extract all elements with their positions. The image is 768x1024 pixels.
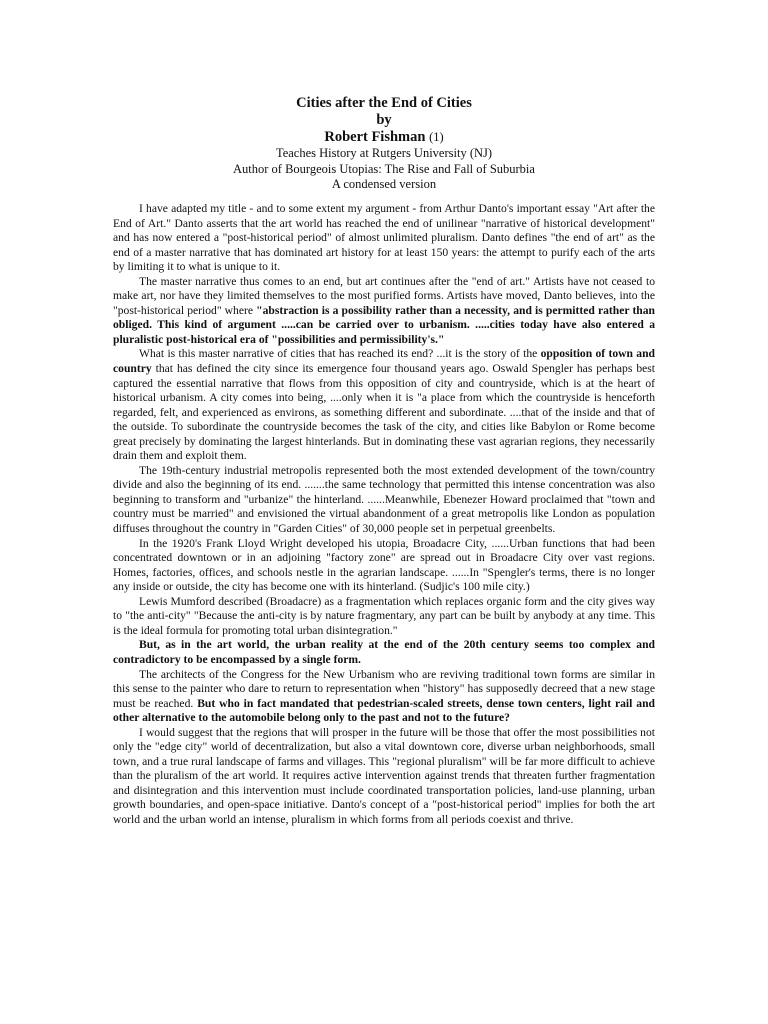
document-body: [113, 202, 655, 828]
document-header: [0, 95, 768, 193]
body-paragraph: [113, 347, 655, 463]
by-line: by: [376, 112, 392, 128]
version-note: A condensed version: [331, 177, 437, 191]
body-paragraph: [113, 638, 655, 667]
body-paragraph: [113, 537, 655, 595]
bold-text-run: "abstraction is a possibility rather than a necessity, and is permitted rather than obliged. This kind of argument .....can be carried over to urbanism. .....cities today have also entered a pluralistic post-historical era of "possibilities and permissibility's.": [113, 303, 655, 346]
document-title: Cities after the End of Cities: [296, 95, 472, 111]
author-footnote-ref: (1): [429, 130, 444, 144]
body-paragraph: [113, 668, 655, 726]
author-book: Author of Bourgeois Utopias: The Rise and Fall of Suburbia: [233, 161, 535, 176]
text-run: The 19th-century industrial metropolis represented both the most extended development of the town/country divide and also the beginning of its end. .......the same technology that permitted this intense concentration was also beginning to transform and "urbanize" the hinterland. ......Meanwhile, Ebenezer Howard proclaimed that "town and country must be married" and envisioned the virtual abandonment of a great metropolis like London as population diffuses throughout the country in "Garden Cities" of 30,000 people set in perpetual greenbelts.: [113, 463, 655, 536]
text-run: Lewis Mumford described (Broadacre) as a fragmentation which replaces organic form and the city gives way to "the anti-city" "Because the anti-city is by nature fragmentary, any part can be built by anybody at any time. This is the ideal formula for promoting total urban disintegration.": [113, 594, 655, 637]
bold-text-run: opposition of town and country: [113, 347, 655, 376]
text-run: I have adapted my title - and to some extent my argument - from Arthur Danto's important essay "Art after the End of Art." Danto asserts that the art world has reached the end of unilinear "narrative of historical development" and has now entered a "post-historical period" of almost unlimited pluralism. Danto defines "the end of art" as the end of a master narrative that has dominated art history for at least 150 years: the attempt to purify each of the arts by limiting it to what is unique to it.: [113, 202, 655, 274]
text-run: In the 1920's Frank Lloyd Wright developed his utopia, Broadacre City, ......Urban functions that had been concentrated downtown or in an adjoining "factory zone" are spread out in Broadacre City over vast regions. Homes, factories, offices, and schools nestle in the agrarian landscape. ......In "Spengler's terms, there is no longer any inside or outside, the city has become one with its hinterland. (Sudjic's 100 mile city.): [113, 536, 655, 594]
body-paragraph: [113, 275, 655, 348]
body-paragraph: [113, 595, 655, 639]
text-run: The master narrative thus comes to an end, but art continues after the "end of art." Artists have not ceased to make art, nor have they limited themselves to the most purified forms. Artists have moved, Danto believes, into the "post-historical period" where: [113, 274, 655, 317]
author-name: Robert Fishman: [324, 129, 426, 145]
body-paragraph: [113, 202, 655, 275]
text-run: The architects of the Congress for the New Urbanism who are reviving traditional town forms are similar in this sense to the painter who dare to return to representation when "history" has supposedly decreed that a new stage must be reached.: [113, 667, 655, 710]
text-run: I would suggest that the regions that will prosper in the future will be those that offer the most possibilities not only the "edge city" world of decentralization, but also a vital downtown core, diverse urban neighborhoods, small town, and a true rural landscape of farms and villages. This "regional pluralism" will be far more difficult to achieve than the pluralism of the art world. It requires active intervention against trends that threaten further fragmentation and disintegration and this intervention must include coordinated transportation policies, land-use planning, urban growth boundaries, and open-space initiative. Danto's concept of a "post-historical period" implies for both the art world and the urban world an intense, pluralism in which forms from all periods coexist and thrive.: [113, 725, 655, 826]
author-line: [0, 129, 768, 146]
body-paragraph: [113, 726, 655, 828]
text-run: What is this master narrative of cities that has reached its end? ...it is the story of the: [139, 347, 541, 361]
bold-text-run: But, as in the art world, the urban reality at the end of the 20th century seems too complex and contradictory to be encompassed by a single form.: [113, 638, 655, 666]
text-run: that has defined the city since its emergence four thousand years ago. Oswald Spengler has perhaps best captured the essential narrative that flows from this opposition of city and countryside, which is at the heart of historical urbanism. A city comes into being, ....only when it is "a place from which the countryside is henceforth regarded, felt, and experienced as environs, as something different and subordinate. ....that of the inside and that of the outside. To subordinate the countryside becomes the task of the city, and cities like Babylon or Rome become great precisely by dominating the largest hinterlands. But in dominating these vast agrarian regions, they necessarily drain them and exploit them.: [113, 362, 655, 463]
author-affiliation: Teaches History at Rutgers University (NJ): [275, 146, 493, 160]
bold-text-run: But who in fact mandated that pedestrian-scaled streets, dense town centers, light rail and other alternative to the automobile belong only to the past and not to the future?: [113, 696, 655, 725]
body-paragraph: [113, 464, 655, 537]
